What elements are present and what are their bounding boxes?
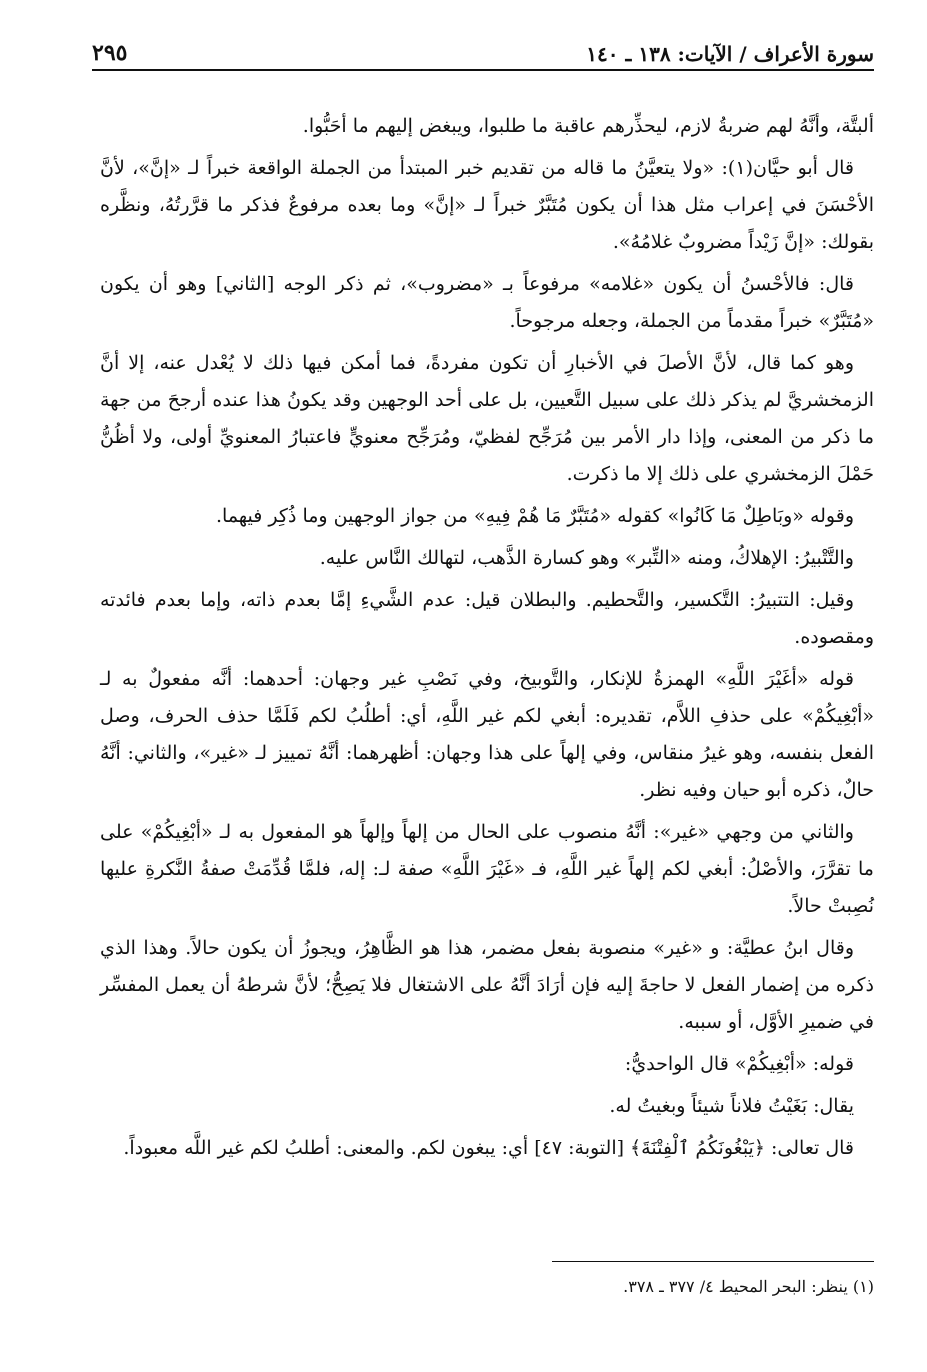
paragraph: وقيل: التتبيرُ: التَّكسير، والتَّحطيم. والبطلان قيل: عدم الشَّيءِ إمَّا بعدم ذاته، وإما بعدم فائدته ومقصوده. [100,589,874,648]
paragraph: قال تعالى: ﴿يَبْغُونَكُمُ ٱلْفِتْنَةَ﴾ [التوبة: ٤٧] أي: يبغون لكم. والمعنى: أطلبُ لكم غير اللَّه معبوداً. [123,1137,854,1159]
paragraph: قوله «أغَيْرَ اللَّهِ» الهمزةُ للإنكار، والتَّوبيخ، وفي نَصْبِ غير وجهان: أحدهما: أنَّه مفعولٌ به لـ «أبْغِيكُمْ» على حذفِ اللاَّم، تقديره: أبغي لكم غير اللَّهِ، أي: أطلُبُ لكم فَلَمَّا حذف الحرف، وصل الفعل بنفسه، وهو غيرُ منقاس، وفي إلهاً على هذا وجهان: أظهرهما: أنَّهُ تمييز لـ «غير»، والثاني: أنَّهُ حالٌ، ذكره أبو حيان وفيه نظر. [100,668,874,801]
header-rule [92,69,874,71]
paragraph: قوله: «أبْغِيكُمْ» قال الواحديُّ: [624,1053,854,1075]
paragraph: والتَّتْبيرُ: الإهلاكُ، ومنه «التِّبر» وهو كسارة الذَّهب، لتهالك النَّاس عليه. [319,547,854,569]
paragraph: وقوله «وبَاطِلٌ مَا كَانُوا» كقوله «مُتَبَّرٌ مَا هُمْ فِيهِ» من جواز الوجهين وما ذُكِر فيهما. [215,505,854,527]
page-header [92,38,874,78]
footnote-rule [552,1261,874,1262]
paragraph: قال: فالأحْسنُ أن يكون «غلامه» مرفوعاً بـ «مضروب»، ثم ذكر الوجه [الثاني] وهو أن يكون «مُتَبَّرٌ» خبراً مقدماً من الجملة، وجعله مرجوحاً. [100,273,874,332]
paragraph: وقال ابنُ عطيَّة: و «غير» منصوبة بفعل مضمر، هذا هو الظَّاهِرُ، ويجوزُ أن يكون حالاً. وهذا الذي ذكره من إضمار الفعل لا حاجةَ إليه فإن أرَادَ أنَّهُ على الاشتغال فلا يَصِحُّ؛ لأنَّ شرطهُ أن يعمل المفسِّر في ضميرِ الأوَّل، أو سببه. [100,937,874,1033]
footnote: (١) ينظر: البحر المحيط ٤/ ٣٧٧ ـ ٣٧٨. [623,1277,874,1296]
paragraph: ألبتَّة، وأنَّهُ لهم ضربةُ لازم، ليحذِّرهم عاقبة ما طلبوا، ويبغض إليهم ما أحَبُّوا. [302,115,874,137]
paragraph: وهو كما قال، لأنَّ الأصلَ في الأخبارِ أن تكون مفردةً، فما أمكن فيها ذلك لا يُعْدل عنه، إلا أنَّ الزمخشريَّ لم يذكر ذلك على سبيل التَّعيين، بل على أحد الوجهين وقد يكونُ هذا عنده أرجحَ من جهة ما ذكر من المعنى، وإذا دار الأمر بين مُرَجِّح لفظيّ، ومُرَجِّح معنويٍّ فاعتبارُ المعنويِّ أولى، ولا أظُنُّ حَمْلَ الزمخشري على ذلك إلا ما ذكرت. [100,352,874,485]
paragraph: يقال: بَغَيْتُ فلاناً شيئاً وبغيتُ له. [609,1095,854,1117]
paragraph: قال أبو حيَّان(١): «ولا يتعيَّنُ ما قاله من تقديم خبر المبتدأ من الجملة الواقعة خبراً لـ «إنَّ»، لأنَّ الأحْسَنَ في إعراب مثل هذا أن يكون مُتَبَّرٌ خبراً لـ «إنَّ» وما بعده مرفوعٌ فذكر ما قرَّرتُهُ، ونظَّره بقولك: «إنَّ زَيْداً مضروبٌ غلامُهُ». [100,157,874,253]
main-text [100,108,874,1172]
running-title: سورة الأعراف / الآيات: ١٣٨ ـ ١٤٠ [578,42,874,66]
page-number: ٢٩٥ [92,40,135,66]
paragraph: والثاني من وجهي «غير»: أنَّهُ منصوب على الحال من إلهاً وإلهاً هو المفعول به لـ «أبْغِيكُمْ» على ما تقرَّرَ، والأصْلُ: أبغي لكم إلهاً غير اللَّهِ، فـ «غَيْرَ اللَّهِ» صفة لـ: إله، فلمَّا قُدِّمَتْ صفةُ النَّكرةِ عليها نُصِبتْ حالاً. [100,821,874,917]
